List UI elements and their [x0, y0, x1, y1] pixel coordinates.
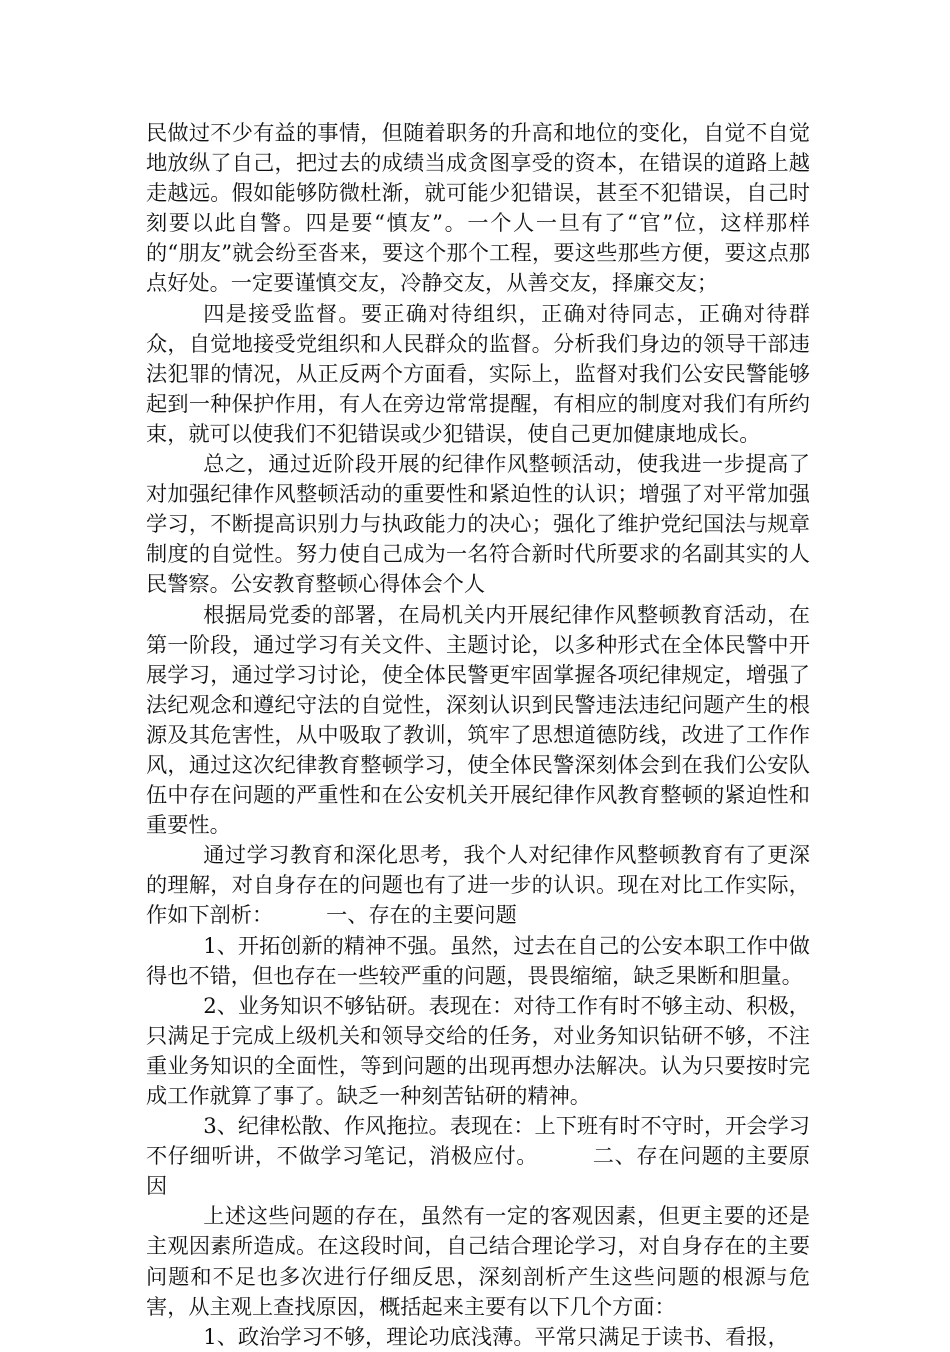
- paragraph-8: 3、纪律松散、作风拖拉。表现在：上下班有时不守时，开会学习不仔细听讲，不做学习笔记，消极应付。 二、存在问题的主要原因: [146, 1113, 810, 1199]
- paragraph-6: 1、开拓创新的精神不强。虽然，过去在自己的公安本职工作中做得也不错，但也存在一些较严重的问题，畏畏缩缩，缺乏果断和胆量。: [146, 932, 810, 988]
- paragraph-4: 根据局党委的部署，在局机关内开展纪律作风整顿教育活动，在第一阶段，通过学习有关文件、主题讨论，以多种形式在全体民警中开展学习，通过学习讨论，使全体民警更牢固掌握各项纪律规定，增强了法纪观念和遵纪守法的自觉性，深刻认识到民警违法违纪问题产生的根源及其危害性，从中吸取了教训，筑牢了思想道德防线，改进了工作作风，通过这次纪律教育整顿学习，使全体民警深刻体会到在我们公安队伍中存在问题的严重性和在公安机关开展纪律作风教育整顿的紧迫性和重要性。: [146, 601, 810, 838]
- paragraph-2: 四是接受监督。要正确对待组织，正确对待同志，正确对待群众，自觉地接受党组织和人民群众的监督。分析我们身边的领导干部违法犯罪的情况，从正反两个方面看，实际上，监督对我们公安民警能够起到一种保护作用，有人在旁边常常提醒，有相应的制度对我们有所约束，就可以使我们不犯错误或少犯错误，使自己更加健康地成长。: [146, 300, 810, 446]
- paragraph-1: 民做过不少有益的事情，但随着职务的升高和地位的变化，自觉不自觉地放纵了自己，把过去的成绩当成贪图享受的资本，在错误的道路上越走越远。假如能够防微杜渐，就可能少犯错误，甚至不犯错误，自己时刻要以此自警。四是要“慎友”。一个人一旦有了“官”位，这样那样的“朋友”就会纷至沓来，要这个那个工程，要这些那些方便，要这点那点好处。一定要谨慎交友，冷静交友，从善交友，择廉交友；: [146, 120, 810, 296]
- paragraph-3: 总之，通过近阶段开展的纪律作风整顿活动，使我进一步提高了对加强纪律作风整顿活动的重要性和紧迫性的认识；增强了对平常加强学习，不断提高识别力与执政能力的决心；强化了维护党纪国法与规章制度的自觉性。努力使自己成为一名符合新时代所要求的名副其实的人民警察。公安教育整顿心得体会个人: [146, 451, 810, 597]
- paragraph-7: 2、业务知识不够钻研。表现在：对待工作有时不够主动、积极，只满足于完成上级机关和领导交给的任务，对业务知识钻研不够，不注重业务知识的全面性，等到问题的出现再想办法解决。认为只要按时完成工作就算了事了。缺乏一种刻苦钻研的精神。: [146, 992, 810, 1108]
- document-page: [146, 118, 810, 1352]
- paragraph-9: 上述这些问题的存在，虽然有一定的客观因素，但更主要的还是主观因素所造成。在这段时间，自己结合理论学习，对自身存在的主要问题和不足也多次进行仔细反思，深刻剖析产生这些问题的根源与危害，从主观上查找原因，概括起来主要有以下几个方面：: [146, 1203, 810, 1319]
- paragraph-10: 1、政治学习不够，理论功底浅薄。平常只满足于读书、看报，: [203, 1323, 789, 1349]
- paragraph-5: 通过学习教育和深化思考，我个人对纪律作风整顿教育有了更深的理解，对自身存在的问题也有了进一步的认识。现在对比工作实际，作如下剖析： 一、存在的主要问题: [146, 842, 810, 928]
